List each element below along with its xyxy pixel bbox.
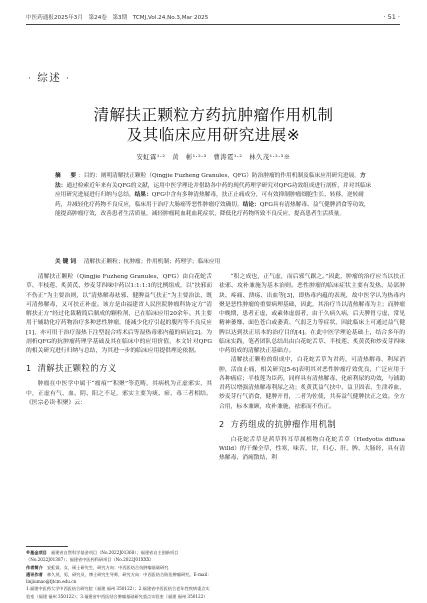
section-heading-text: 清解扶正颗粒的方义 — [37, 363, 117, 374]
abstract-objective: 目的：阐明清解扶正颗粒（Qingjie Fuzheng Granules，QFG）防治肿瘤的作用机制及临床应用研究进展。 — [83, 173, 360, 179]
abstract-conclusion: QFG具有清热解毒、益气健脾消食等功效，能提高肿瘤疗效，改善患者生活质量，减轻肿瘤耗血耗血耗症状，降低化疗药物所致不良反应，提高患者生活质量。 — [55, 201, 370, 218]
footnote-label: 通讯作者 — [26, 571, 43, 577]
intro-paragraph: 清解扶正颗粒（Qingjie Fuzheng Granules，QFG）由白花蛇舌草、半枝莲、炙黄芪、炒麦芽四味中药以1:1:1:1的比例组成，以“扶邪而不伤正”为主要治则，以“清热解毒祛邪、健脾益气扶正”为主要治法，既可清热解毒，又可扶正补虚。该方是由福建省人民医院肿瘤科协定方“清解扶正方”经过化裁精简后制成的颗粒剂，已在临床应用20余年。其主要用于辅助化疗药物治疗多种恶性肿瘤，能减少化疗引起的腹泻等不良反应[1]，亦可用于治疗湿热下注型混合痔术后等湿热毒邪内蕴的病证[2]。为剖析QFG的抗肿瘤药理学基础及其在临床中的应用价值，本文针对QFG的相关研究进行归纳与总结，为其进一步的临床应用提供理论依据。 — [26, 274, 212, 354]
keywords-text: 清解扶正颗粒；抗肿瘤；作用机制；药理学；临床应用 — [83, 259, 221, 265]
footnote-label: ※基金项目 — [26, 550, 47, 555]
body-paragraph: “积之成也，正气虚，而后邪气踞之。”因此，肿瘤的治疗应当以扶正祛邪、攻补兼施为基本治则。恶性肿瘤的临床症状主要有发热、局部肿块、疼痛、溃疡、出血等[3]，即热毒内蕴的表现，故中医学认为热毒内聚是恶性肿瘤的重要病理基础，因此，其治疗当以清热解毒为主；而肿瘤中晚期，患者正虚，或素体虚弱者，由于久病久病，后天脾胃亏虚，常见精神萎靡、面色苍白或萎黄、气弱乏力等症状，因此临床上可通过益气健脾以达到扶正培本的治疗目的[4]。在此中医学理论基础上，结合多年的临床实践，笔者团队总结出由白花蛇舌草、半枝莲、炙黄芪和炒麦芽四味中药组成的清解扶正基础方。 — [219, 274, 405, 354]
footnote-text: 林久茂，男，研究员，博士研究生导师，研究方向：中西医结合防治肿瘤研究。E-mail：linjiumao@fjtcm.edu.cn — [26, 571, 212, 585]
section-tag-text: 综述 — [37, 72, 62, 84]
page-number: · 51 · — [383, 13, 400, 21]
author-list: 安虹霖¹·² 黄 彬¹·²·³ 曹涛霓¹·² 林久茂¹·²·³※ — [136, 154, 291, 161]
abstract-conclusion-label: 结论： — [242, 201, 260, 208]
section-tag — [28, 70, 70, 85]
body-paragraph: 肿瘤在中医学中属于“瘤痕”“积聚”等范畴，其病机为正虚邪实，其中，正虚有气、血、阴、阳之不足，邪实主要为痰、瘀、毒三者相结。《医宗必读·积聚》云： — [26, 381, 212, 406]
footnotes — [26, 549, 212, 600]
abstract-results-label: 结果： — [134, 192, 152, 199]
body-column-left — [26, 273, 212, 408]
footnote-affiliation: 1.福建中医药大学中西医结合研究院（福建 福州 350122）；2.福建省中西医结合老年性疾病重点实验室（福建 福州 350122）；3.福建省中西医结合肿瘤基础研究重点实验室（福建 福州 350122） — [26, 586, 210, 599]
keywords — [55, 256, 373, 265]
footnote-text: 福建省自然科学基金项目（No.2022J01368）；福建省自主创新项目（No.2022J01387）；福建省中医药科研项目（No.2022J01XXX） — [26, 550, 179, 563]
footnote-label: 作者简介 — [26, 564, 43, 570]
section-number: 1 — [26, 364, 32, 374]
abstract: 摘 要：目的：阐明清解扶正颗粒（Qingjie Fuzheng Granules，QFG）防治肿瘤的作用机制及临床应用研究进展。方法：通过检索近年来有关QFG的文献，运用中医学理论并借助各中药的现代药理学研究对QFG功效组成进行剖析，并对其临床应用研究进展进行归纳与总结。结果：QFG中含有多种清热解毒，扶正止痛成分，可有效抑制肿瘤细胞生长、转移，逆转耐药，并减轻化疗药物不良反应，临床用于治疗大肠癌等恶性肿瘤疗效确切。结论：QFG具有清热解毒、益气健脾消食等功效，能提高肿瘤疗效，改善患者生活质量，减轻肿瘤耗血耗血耗症状，降低化疗药物所致不良反应，提高患者生活质量。 — [55, 173, 372, 218]
abstract-methods: 通过检索近年来有关QFG的文献，运用中医学理论并借助各中药的现代药理学研究对QFG功效组成进行剖析，并对其临床应用研究进展进行归纳与总结。 — [55, 182, 372, 199]
abstract-results: QFG中含有多种清热解毒，扶正止痛成分，可有效抑制肿瘤细胞生长、转移，逆转耐药，并减轻化疗药物不良反应，临床用于治疗大肠癌等恶性肿瘤疗效确切。 — [55, 192, 364, 208]
journal-info: 中医药通报2025年3月 第24卷 第3期 TCMJ,Vol.24,No.3,Mar 2025 — [26, 15, 209, 21]
article-title-line1: 清解扶正颗粒方药抗肿瘤作用机制 — [93, 106, 334, 124]
footnote-fund — [26, 549, 212, 564]
body-paragraph: 白花蛇舌草是茜草科耳草属植物白花蛇舌草（Hedyotis diffusa Willd）的干燥全草，性寒，味苦、甘，归心、肝、脾、大肠经，具有清热解毒、消痈散结，利 — [219, 436, 405, 462]
section-heading-2 — [219, 418, 405, 431]
section-heading-text: 方药组成的抗肿瘤作用机制 — [230, 418, 337, 429]
footnote-author — [26, 564, 212, 571]
bullet-dot-icon: · — [28, 74, 33, 84]
body-column-right — [219, 273, 405, 464]
keywords-label: 关键词 — [55, 259, 79, 265]
abstract-label: 摘 要 — [55, 173, 79, 179]
section-number: 2 — [219, 419, 225, 429]
footnote-correspondence — [26, 571, 212, 586]
footnote-rule — [26, 546, 68, 547]
section-heading-1 — [26, 362, 212, 375]
bullet-dot-icon: · — [66, 74, 71, 84]
header-rule — [26, 24, 400, 25]
footnote-text: 安虹霖，女，硕士研究生，研究方向：中西医结合抗肿瘤基础研究 — [46, 564, 169, 570]
article-title-line2: 及其临床应用研究进展※ — [126, 126, 301, 144]
body-paragraph: 清解扶正颗粒的组成中，白花蛇舌草为君药，可清热解毒，利尿消肿，活血止痛，相关研究[5-6]表明其对恶性肿瘤疗效优良，广泛应用于各种癌症；半枝莲为臣药，同样具有清热解毒、化瘀利尿的功效，与铺助君药以增强清热解毒利尿之功；炙黄芪益气扶中、益卫固表、生津养血，炒麦芽行气消食，健脾开胃，二者为佐使，共奏益气健脾扶正之效。全方合用，标本兼顾，攻补兼施，祛邪而不伤正。 — [219, 357, 405, 410]
abstract-methods-label: 方法： — [55, 173, 366, 189]
